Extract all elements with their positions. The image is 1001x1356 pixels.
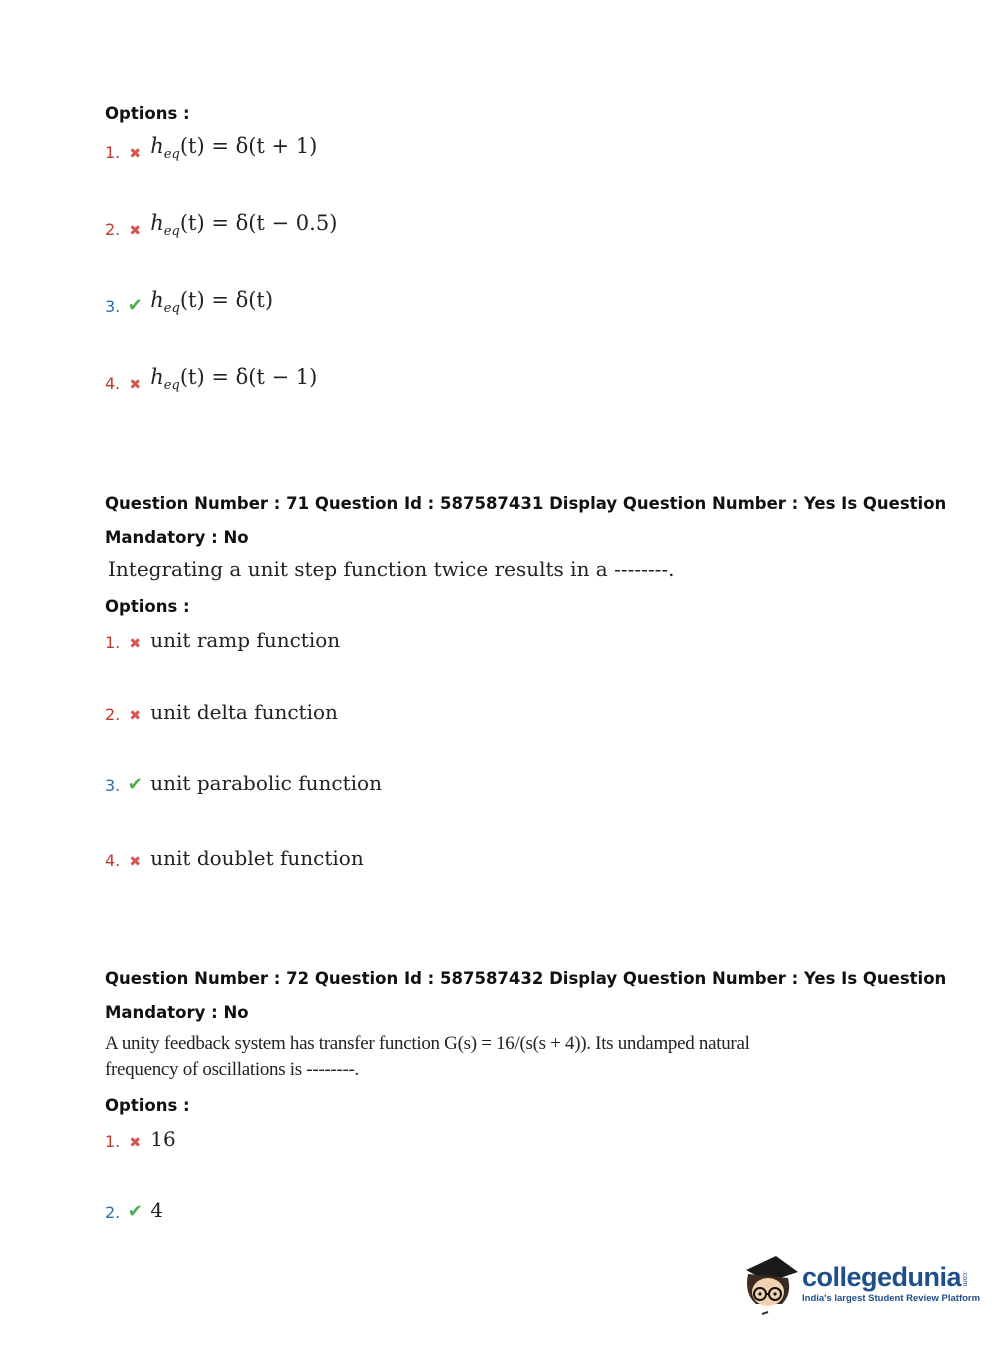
check-icon: ✔ — [127, 1201, 143, 1222]
option-text: unit doublet function — [150, 846, 364, 870]
option-row[interactable] — [105, 134, 317, 162]
option-row[interactable] — [105, 846, 364, 870]
option-text: unit ramp function — [150, 628, 341, 652]
option-row[interactable] — [105, 771, 382, 795]
question-text-line1: A unity feedback system has transfer function G(s) = 16/(s(s + 4)). Its undamped natural — [105, 1033, 750, 1054]
question-text: Integrating a unit step function twice results in a --------. — [108, 557, 675, 581]
option-row[interactable] — [105, 365, 317, 393]
option-number: 1. — [105, 143, 121, 162]
option-formula: $h_{eq}(t) = \delta(t)$ — [150, 288, 274, 316]
option-text: 16 — [150, 1127, 176, 1151]
wrong-icon: ✖ — [129, 377, 142, 393]
option-number: 1. — [105, 633, 121, 652]
option-number: 4. — [105, 851, 121, 870]
option-text: unit parabolic function — [150, 771, 382, 795]
option-row[interactable] — [105, 628, 340, 652]
wrong-icon: ✖ — [129, 854, 142, 870]
question-header-mandatory: Mandatory : No — [105, 1003, 249, 1022]
option-text: unit delta function — [150, 700, 338, 724]
question-header: Question Number : 71 Question Id : 587587431 Display Question Number : Yes Is Question — [105, 494, 947, 513]
option-formula: $h_{eq}(t) = \delta(t - 0.5)$ — [150, 211, 338, 239]
wrong-icon: ✖ — [129, 146, 142, 162]
option-row[interactable] — [105, 288, 273, 316]
option-row[interactable] — [105, 1127, 176, 1151]
option-text: 4 — [150, 1198, 163, 1222]
option-formula: $h_{eq}(t) = \delta(t + 1)$ — [150, 134, 318, 162]
wrong-icon: ✖ — [129, 223, 142, 239]
options-label: Options : — [105, 597, 190, 616]
options-label: Options : — [105, 1096, 190, 1115]
check-icon: ✔ — [127, 295, 143, 316]
question-header-mandatory: Mandatory : No — [105, 528, 249, 547]
check-icon: ✔ — [127, 774, 143, 795]
question-header: Question Number : 72 Question Id : 587587432 Display Question Number : Yes Is Question — [105, 969, 947, 988]
option-number: 1. — [105, 1132, 121, 1151]
logo-tagline: India's largest Student Review Platform — [802, 1293, 981, 1304]
option-row[interactable] — [105, 1198, 163, 1222]
option-number: 3. — [105, 776, 121, 795]
wrong-icon: ✖ — [129, 1135, 142, 1151]
option-formula: $h_{eq}(t) = \delta(t - 1)$ — [150, 365, 318, 393]
wrong-icon: ✖ — [129, 636, 142, 652]
logo-text: collegedunia — [802, 1262, 962, 1292]
logo-suffix: .com — [961, 1270, 969, 1286]
option-row[interactable] — [105, 211, 337, 239]
wrong-icon: ✖ — [129, 708, 142, 724]
question-text-line2: frequency of oscillations is --------. — [105, 1059, 359, 1080]
mascot-icon — [742, 1250, 800, 1316]
option-number: 3. — [105, 297, 121, 316]
options-label: Options : — [105, 104, 190, 123]
option-row[interactable] — [105, 700, 338, 724]
option-number: 2. — [105, 220, 121, 239]
option-number: 2. — [105, 705, 121, 724]
collegedunia-logo[interactable] — [742, 1250, 980, 1316]
option-number: 2. — [105, 1203, 121, 1222]
option-number: 4. — [105, 374, 121, 393]
